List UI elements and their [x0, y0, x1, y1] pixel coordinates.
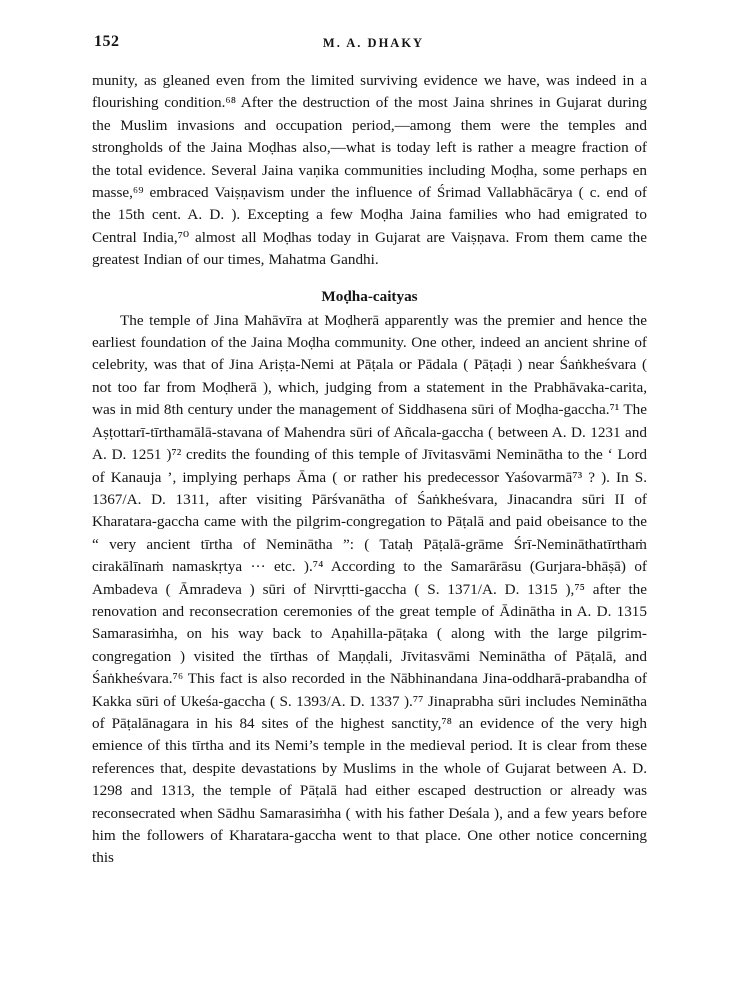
page-header [94, 33, 653, 55]
paragraph-continued: munity, as gleaned even from the limited surviving evidence we have, was indeed in a flourishing condition.⁶⁸ After the destruction of the most Jaina shrines in Gujarat during the Muslim invasions and occupation period,—among them were the temples and strongholds of the Jaina Moḍhas also,—what is today left is rather a meagre fraction of the total evidence. Several Jaina vaṇika communities including Moḍha, some perhaps en masse,⁶⁹ embraced Vaiṣṇavism under the influence of Śrimad Vallabhācārya ( c. end of the 15th cent. A. D. ). Excepting a few Moḍha Jaina families who had emigrated to Central India,⁷⁰ almost all Moḍhas today in Gujarat are Vaiṣṇava. From them came the greatest Indian of our times, Mahatma Gandhi. [92, 72, 647, 269]
running-head-author: M. A. DHAKY [322, 36, 425, 50]
paragraph-modha-caityas: The temple of Jina Mahāvīra at Moḍherā apparently was the premier and hence the earliest foundation of the Jaina Moḍha community. One other, indeed an ancient shrine of celebrity, was that of Jina Ariṣṭa-Nemi at Pāṭala or Pādala ( Pāṭaḍi ) near Śaṅkheśvara ( not too far from Moḍherā ), which, judging from a statement in the Prabhāvaka-carita, was in mid 8th century under the management of Siddhasena sūri of Moḍha-gaccha.⁷¹ The Aṣṭottarī-tīrthamālā-stavana of Mahendra sūri of Añcala-gaccha ( between A. D. 1231 and A. D. 1251 )⁷² credits the founding of this temple of Jīvitasvāmi Neminātha to the ‘ Lord of Kanauja ’, implying perhaps Āma ( or rather his predecessor Yaśovarmā⁷³ ? ). In S. 1367/A. D. 1311, after visiting Pārśvanātha of Śaṅkheśvara, Jinacandra sūri II of Kharatara-gaccha came with the pilgrim-congregation to Pāṭalā and paid obeisance to the “ very ancient tīrtha of Neminātha ”: ( Tataḥ Pāṭalā-grāme Śrī-Nemināthatīrthaṁ cirakālīnaṁ namaskṛtya ··· etc. ).⁷⁴ According to the Samarārāsu (Gurjara-bhāṣā) of Ambadeva ( Āmradeva ) sūri of Nirvṛtti-gaccha ( S. 1371/A. D. 1315 ),⁷⁵ after the renovation and reconsecration ceremonies of the great temple of Ādinātha in A. D. 1315 Samarasiṁha, on his way back to Aṇahilla-pāṭaka ( along with the large pilgrim-congregation ) visited the tīrthas of Maṇḍali, Jīvitasvāmi Neminātha of Pāṭalā, and Śaṅkheśvara.⁷⁶ This fact is also recorded in the Nābhinandana Jina-oddharā-prabandha of Kakka sūri of Ukeśa-gaccha ( S. 1393/A. D. 1337 ).⁷⁷ Jinaprabha sūri includes Neminātha of Pāṭalānagara in his 84 sites of the highest sanctity,⁷⁸ an evidence of the very high emience of this tīrtha and its Nemi’s temple in the medieval period. It is clear from these references that, despite devastations by Muslims in the whole of Gujarat between A. D. 1298 and 1313, the temple of Pāṭalā had either escaped destruction or already was reconsecrated when Sādhu Samarasiṁha ( with his father Deśala ), and a few years before him the followers of Kharatara-gaccha went to that place. One other notice concerning this [92, 311, 647, 867]
page-number: 152 [94, 33, 120, 50]
page-body [92, 70, 647, 870]
section-heading: Moḍha-caityas [321, 287, 418, 305]
